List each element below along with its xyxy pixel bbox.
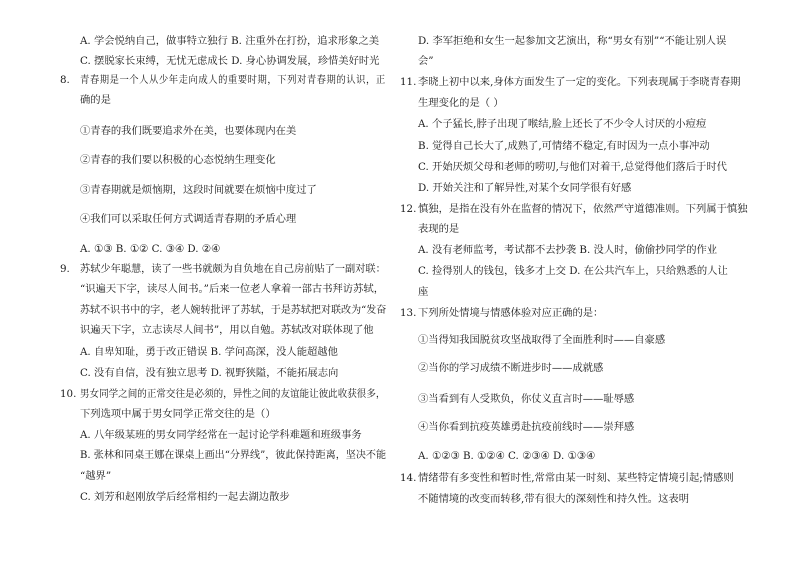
q12-number: 12. <box>400 203 417 215</box>
q10-option-c: C. 刘芳和赵刚放学后经常相约一起去湖边散步 <box>80 491 290 503</box>
q11-number: 11. <box>400 76 417 88</box>
q13-statement-1: ①当得知我国脱贫攻坚战取得了全面胜利时——自豪感 <box>418 334 666 346</box>
q9-options-cd: C. 没有自信，没有独立思考 D. 视野狭隘，不能拓展志向 <box>80 367 339 379</box>
q9-line2: “识遍天下字，读尽人间书。”后来一位老人拿着一部古书拜访苏轼， <box>80 283 384 295</box>
q8-statement-4: ④我们可以采取任何方式调适青春期的矛盾心理 <box>80 213 297 225</box>
q14-line1: 情绪带有多变性和暂时性,常常由某一时刻、某些特定情境引起;情感则 <box>418 472 734 484</box>
q8-statement-2: ②青春的我们要以积极的心态悦纳生理变化 <box>80 154 276 166</box>
q10-number: 10. <box>60 388 77 400</box>
q8-options: A. ①③ B. ①② C. ③④ D. ②④ <box>80 243 221 255</box>
q13-line1: 下列所处情境与情感体验对应正确的是： <box>418 307 604 319</box>
q11-line2: 生理变化的是（ ） <box>418 97 504 109</box>
q14-number: 14. <box>400 472 417 484</box>
q9-line4: 识遍天下字，立志读尽人间书”，用以自勉。苏轼改对联体现了他 <box>80 324 374 336</box>
q12-line1: 慎独，是指在没有外在监督的情况下，依然严守道德准则。下列属于慎独 <box>418 203 748 215</box>
q12-options-cd-line2: 座 <box>418 286 429 298</box>
q13-statement-3: ③当看到有人受欺负，你仗义直言时——耻辱感 <box>418 393 635 405</box>
q12-options-ab: A. 没有老师监考，考试都不去抄袭 B. 没人时，偷偷抄同学的作业 <box>418 244 718 256</box>
q12-options-cd-line1: C. 捡得别人的钱包，钱多才上交 D. 在公共汽车上，只给熟悉的人让 <box>418 265 728 277</box>
q13-number: 13. <box>400 307 417 319</box>
q10-option-a: A. 八年级某班的男女同学经常在一起讨论学科难题和班级事务 <box>80 429 362 441</box>
q7-options-cd: C. 摆脱家长束缚，无忧无虑成长 D. 身心协调发展，珍惜美好时光 <box>80 55 380 67</box>
q8-stem-line1: 青春期是一个人从少年走向成人的重要时期，下列对青春期的认识，正 <box>80 74 386 86</box>
q10-option-d-line1: D. 李军拒绝和女生一起参加文艺演出，称“男女有别”“不能让别人误 <box>418 35 727 47</box>
q8-stem-line2: 确的是 <box>80 94 111 106</box>
q12-line2: 表现的是 <box>418 223 460 235</box>
q10-option-b-line1: B. 张林和同桌王娜在课桌上画出“分界线”，彼此保持距离，坚决不能 <box>80 449 387 461</box>
q13-options: A. ①②③ B. ①②④ C. ②③④ D. ①③④ <box>418 450 596 462</box>
q11-option-c: C. 开始厌烦父母和老师的唠叨,与他们对着干,总觉得他们落后于时代 <box>418 161 727 173</box>
q10-option-d-line2: 会” <box>418 55 434 67</box>
q13-statement-2: ②当你的学习成绩不断进步时——成就感 <box>418 362 604 374</box>
q11-option-b: B. 觉得自己长大了,成熟了,可情绪不稳定,有时因为一点小事冲动 <box>418 140 710 152</box>
q13-statement-4: ④当你看到抗疫英雄勇赴抗疫前线时——崇拜感 <box>418 421 635 433</box>
q9-line1: 苏轼少年聪慧，读了一些书就颇为自负地在自己房前贴了一副对联： <box>80 263 386 275</box>
q10-line2: 下列选项中属于男女同学正常交往的是（） <box>80 408 276 420</box>
q9-options-ab: A. 自卑知耻，勇于改正错误 B. 学问高深，没人能超越他 <box>80 346 338 358</box>
q8-number: 8. <box>60 74 70 86</box>
q8-statement-3: ③青春期就是烦恼期，这段时间就要在烦恼中度过了 <box>80 184 317 196</box>
q7-options-ab: A. 学会悦纳自己，做事特立独行 B. 注重外在打扮，追求形象之美 <box>80 35 380 47</box>
q11-line1: 李晓上初中以来,身体方面发生了一定的变化。下列表现属于李晓青春期 <box>418 76 741 88</box>
q14-line2: 不随情境的改变而转移,带有很大的深刻性和持久性。这表明 <box>418 493 689 505</box>
q8-statement-1: ①青春的我们既要追求外在美，也要体现内在美 <box>80 125 297 137</box>
q9-line3: 苏轼不识书中的字，老人婉转批评了苏轼，于是苏轼把对联改为“发奋 <box>80 304 387 316</box>
q11-option-a: A. 个子猛长,脖子出现了喉结,脸上还长了不少令人讨厌的小痘痘 <box>418 118 707 130</box>
q10-line1: 男女同学之间的正常交往是必须的，异性之间的友谊能让彼此收获很多， <box>80 388 386 400</box>
q9-number: 9. <box>60 263 70 275</box>
q10-option-b-line2: “越界” <box>80 470 112 482</box>
q11-option-d: D. 开始关注和了解异性,对某个女同学很有好感 <box>418 182 632 194</box>
